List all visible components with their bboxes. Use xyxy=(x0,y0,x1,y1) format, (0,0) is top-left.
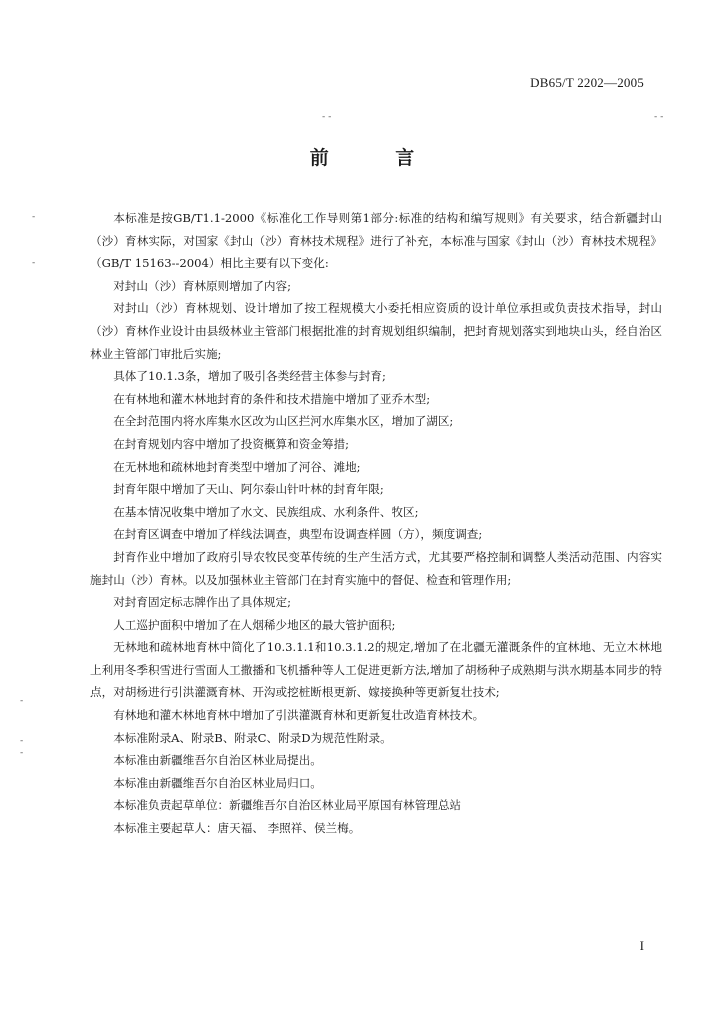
scan-mark-left-5: - xyxy=(20,748,24,758)
page-number: I xyxy=(639,938,644,953)
paragraph: 在封育区调查中增加了样线法调查，典型布设调查样圆（方），频度调查; xyxy=(113,527,483,542)
paragraph: 对封山（沙）育林原则增加了内容; xyxy=(113,278,292,293)
paragraph: 无林地和疏林地育林中简化了10.3.1.1和10.3.1.2的规定,增加了在北疆无灌溉条件的宜林地、无立木林地上利用冬季积雪进行雪面人工撒播和飞机播种等人工促进更新方法,增加了胡杨种子成熟期与洪水期基本同步的特点，对胡杨进行引洪灌溉育林、开沟或挖桩断根更新、嫁接换种等更新复壮技术; xyxy=(90,640,662,700)
paragraph: 本标准由新疆维吾尔自治区林业局归口。 xyxy=(113,775,322,790)
paragraph: 在有林地和灌木林地封育的条件和技术措施中增加了亚乔木型; xyxy=(113,391,431,406)
paragraph: 对封山（沙）育林规划、设计增加了按工程规模大小委托相应资质的设计单位承担或负责技术指导，封山（沙）育林作业设计由县级林业主管部门根据批准的封育规划组织编制，把封育规划落实到地块山头，经自治区林业主管部门审批后实施; xyxy=(90,301,662,361)
paragraph: 在全封范围内将水库集水区改为山区拦河水库集水区，增加了湖区; xyxy=(113,414,454,429)
paragraph: 本标准是按GB/T1.1-2000《标准化工作导则第1部分:标准的结构和编写规则》有关要求，结合新疆封山（沙）育林实际，对国家《封山（沙）育林技术规程》进行了补充，本标准与国家《封山（沙）育林技术规程》（GB/T 15163--2004）相比主要有以下变化: xyxy=(90,211,662,271)
foreword-body xyxy=(90,207,662,840)
paragraph: 在基本情况收集中增加了水文、民族组成、水利条件、牧区; xyxy=(113,504,419,519)
scan-mark-left-1: - xyxy=(32,212,36,222)
document-code: DB65/T 2202—2005 xyxy=(530,75,644,90)
paragraph: 封育年限中增加了天山、阿尔泰山针叶林的封育年限; xyxy=(113,482,384,497)
paragraph: 具体了10.1.3条，增加了吸引各类经营主体参与封育; xyxy=(113,369,386,384)
paragraph: 本标准附录A、附录B、附录C、附录D为规范性附录。 xyxy=(113,730,392,745)
paragraph: 封育作业中增加了政府引导农牧民变革传统的生产生活方式，尤其要严格控制和调整人类活动范围、内容实施封山（沙）育林。以及加强林业主管部门在封育实施中的督促、检查和管理作用; xyxy=(90,549,662,587)
scan-mark-left-2: - xyxy=(32,258,36,268)
page-title: 前 言 xyxy=(309,147,445,169)
paragraph: 在无林地和疏林地封育类型中增加了河谷、滩地; xyxy=(113,459,361,474)
paragraph: 本标准主要起草人：唐天福、 李照祥、侯兰梅。 xyxy=(113,821,361,836)
paragraph: 对封育固定标志牌作出了具体规定; xyxy=(113,595,292,610)
scan-mark-left-3: - xyxy=(20,696,24,706)
paragraph: 人工巡护面积中增加了在人烟稀少地区的最大管护面积; xyxy=(113,617,396,632)
paragraph: 本标准由新疆维吾尔自治区林业局提出。 xyxy=(113,753,322,768)
scan-mark-top-right: - - xyxy=(654,112,664,122)
paragraph: 本标准负责起草单位：新疆维吾尔自治区林业局平原国有林管理总站 xyxy=(113,798,462,813)
paragraph: 有林地和灌木林地育林中增加了引洪灌溉育林和更新复壮改造育林技术。 xyxy=(113,708,485,723)
scan-mark-left-4: - xyxy=(20,736,24,746)
paragraph: 在封育规划内容中增加了投资概算和资金筹措; xyxy=(113,436,349,451)
scan-mark-top-center: - - xyxy=(322,112,332,122)
